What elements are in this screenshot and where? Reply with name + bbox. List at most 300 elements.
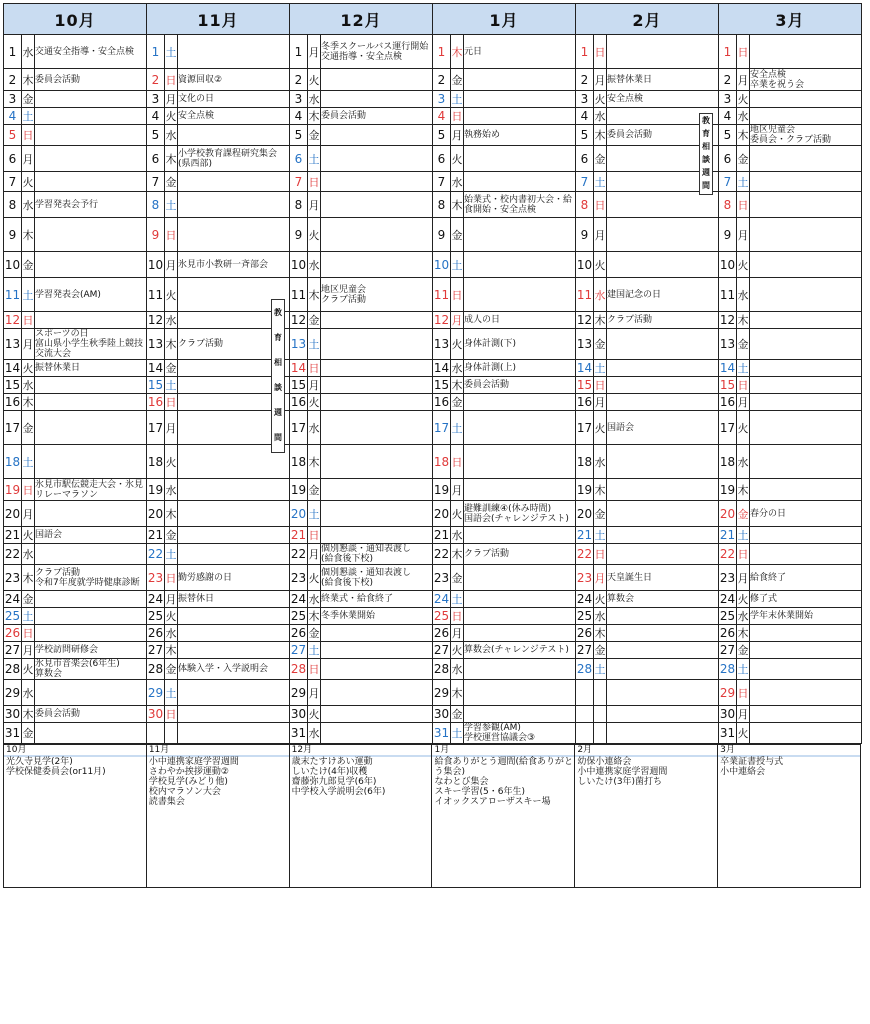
weekday-label: 火 [737, 421, 749, 435]
weekday [308, 565, 321, 591]
day-number: 7 [719, 172, 737, 192]
weekday [594, 479, 607, 501]
day-number: 1 [4, 35, 22, 69]
day-number: 15 [433, 378, 450, 392]
weekday [737, 278, 750, 312]
day-number: 10 [290, 252, 308, 278]
notes-month-title: 12月 [290, 745, 432, 757]
day-number: 21 [576, 528, 593, 542]
weekday-label: 木 [22, 708, 34, 721]
event-cell [321, 329, 433, 360]
day-number: 18 [4, 445, 22, 479]
day-number: 11 [719, 278, 737, 312]
notes-month-title: 11月 [147, 745, 289, 757]
event-cell [321, 377, 433, 394]
event-cell [607, 252, 719, 278]
weekday [22, 252, 35, 278]
day-number: 6 [147, 146, 165, 172]
weekday [737, 565, 750, 591]
weekday-label: 月 [22, 338, 34, 351]
weekday [22, 91, 35, 108]
month-notes [575, 745, 718, 888]
weekday-label: 月 [594, 571, 606, 585]
event-cell: クラブ活動 [178, 329, 290, 360]
weekday [594, 146, 607, 172]
day-number: 20 [719, 501, 737, 527]
event-cell [35, 723, 147, 744]
event-cell [321, 394, 433, 411]
weekday [451, 445, 464, 479]
weekday [308, 278, 321, 312]
day-number: 15 [4, 378, 21, 392]
weekday [308, 625, 321, 642]
weekday [308, 659, 321, 680]
weekday [22, 501, 35, 527]
day-number: 23 [290, 565, 308, 591]
weekday [165, 527, 178, 544]
weekday-label: 火 [308, 396, 320, 409]
weekday [308, 706, 321, 723]
day-number: 31 [433, 723, 451, 744]
weekday-label: 土 [594, 663, 606, 676]
weekday [165, 360, 178, 377]
weekday-label: 日 [165, 228, 177, 242]
weekday [308, 91, 321, 108]
event-cell: 冬季休業開始 [321, 608, 433, 625]
weekday [165, 377, 178, 394]
weekday [737, 35, 750, 69]
weekday [165, 108, 178, 125]
event-cell: 国語会 [35, 527, 147, 544]
weekday [737, 591, 750, 608]
day-number: 26 [576, 626, 593, 640]
weekday-label: 水 [594, 110, 606, 123]
weekday-label: 火 [165, 288, 177, 302]
day-number: 27 [719, 643, 736, 657]
event-cell [321, 706, 433, 723]
day-number: 5 [290, 125, 308, 146]
day-number: 18 [147, 445, 165, 479]
weekday [165, 69, 178, 91]
event-cell: クラブ活動 令和7年度就学時健康診断 [35, 565, 147, 591]
day-number: 30 [290, 707, 307, 721]
day-number: 9 [4, 218, 22, 252]
weekday-label: 日 [22, 314, 34, 327]
day-number: 29 [290, 680, 308, 706]
event-cell [607, 218, 719, 252]
weekday [165, 394, 178, 411]
event-cell [178, 642, 290, 659]
weekday [451, 565, 464, 591]
day-number [576, 680, 594, 706]
weekday [22, 329, 35, 360]
day-row [4, 680, 862, 706]
event-cell [750, 108, 862, 125]
weekday [594, 411, 607, 445]
event-cell [464, 278, 576, 312]
weekday [451, 591, 464, 608]
weekday-label: 水 [737, 455, 749, 469]
weekday [308, 544, 321, 565]
weekday-label: 土 [165, 198, 177, 212]
day-number [576, 706, 594, 723]
weekday [308, 642, 321, 659]
weekday [165, 329, 178, 360]
event-cell [35, 125, 147, 146]
notes-month-title: 2月 [575, 745, 717, 757]
event-cell [750, 659, 862, 680]
weekday-label: 水 [308, 593, 320, 606]
month-notes [718, 745, 861, 888]
event-cell [750, 377, 862, 394]
event-cell: 成人の日 [464, 312, 576, 329]
weekday [594, 252, 607, 278]
weekday-label: 土 [165, 379, 177, 392]
weekday [22, 565, 35, 591]
day-row [4, 706, 862, 723]
event-cell [321, 642, 433, 659]
day-number: 17 [147, 411, 165, 445]
event-cell [607, 659, 719, 680]
weekday-label: 月 [308, 379, 320, 392]
weekday-label: 金 [308, 129, 320, 142]
weekday-label: 土 [308, 152, 320, 166]
event-cell [750, 625, 862, 642]
weekday-label: 金 [594, 338, 606, 351]
weekday-label: 木 [308, 455, 320, 469]
weekday [308, 35, 321, 69]
weekday-label: 土 [594, 362, 606, 375]
weekday-label: 金 [737, 338, 749, 351]
day-row [4, 411, 862, 445]
weekday [308, 125, 321, 146]
weekday [737, 642, 750, 659]
day-number: 15 [147, 378, 164, 392]
day-number: 6 [433, 146, 451, 172]
day-number: 3 [147, 91, 165, 108]
day-number: 8 [433, 192, 451, 218]
weekday-label: 月 [451, 314, 463, 327]
day-number: 3 [719, 91, 737, 108]
weekday [451, 192, 464, 218]
weekday-label: 水 [737, 110, 749, 123]
school-year-calendar [3, 3, 861, 888]
weekday-label: 木 [165, 152, 177, 166]
weekday-label: 土 [22, 455, 34, 469]
event-cell: 春分の日 [750, 501, 862, 527]
event-cell [750, 706, 862, 723]
weekday [308, 680, 321, 706]
day-number: 21 [147, 528, 164, 542]
day-number: 28 [290, 659, 308, 680]
weekday [737, 172, 750, 192]
weekday [737, 192, 750, 218]
day-number: 27 [576, 643, 593, 657]
event-cell: 給食終了 [750, 565, 862, 591]
event-cell [321, 501, 433, 527]
weekday [594, 108, 607, 125]
weekday [594, 360, 607, 377]
weekday [737, 252, 750, 278]
day-number: 12 [147, 313, 164, 327]
weekday-label: 月 [308, 686, 320, 700]
weekday [22, 278, 35, 312]
weekday [308, 608, 321, 625]
event-cell [178, 527, 290, 544]
day-row [4, 723, 862, 744]
event-cell: 建国記念の日 [607, 278, 719, 312]
weekday-label: 月 [22, 507, 34, 521]
weekday [165, 172, 178, 192]
weekday [165, 723, 178, 744]
weekday-label: 水 [308, 93, 320, 106]
event-cell: 算数会 [607, 591, 719, 608]
weekday-label: 月 [308, 198, 320, 212]
day-number: 12 [433, 313, 450, 327]
weekday-label: 日 [308, 663, 320, 676]
month-notes [432, 745, 575, 888]
weekday-label: 月 [737, 73, 749, 87]
weekday-label: 日 [22, 483, 34, 497]
day-number: 7 [290, 172, 308, 192]
month-header: 11月 [147, 4, 290, 35]
event-cell [464, 394, 576, 411]
event-cell: 身体計測(下) [464, 329, 576, 360]
day-number: 22 [4, 544, 22, 565]
weekday-label: 日 [594, 198, 606, 212]
event-cell [607, 544, 719, 565]
weekday [165, 445, 178, 479]
day-row [4, 35, 862, 69]
day-number: 17 [576, 411, 594, 445]
weekday [594, 706, 607, 723]
day-number: 13 [719, 329, 737, 360]
day-number: 25 [290, 609, 307, 623]
weekday [308, 252, 321, 278]
day-number: 29 [719, 680, 737, 706]
day-number: 4 [576, 108, 594, 125]
weekday-label: 土 [451, 727, 463, 740]
event-cell: 体験入学・入学説明会 [178, 659, 290, 680]
weekday [594, 608, 607, 625]
weekday [737, 218, 750, 252]
weekday-label: 木 [451, 548, 463, 561]
weekday [165, 680, 178, 706]
weekday-label: 金 [165, 529, 177, 542]
day-number: 25 [4, 609, 21, 623]
weekday [22, 527, 35, 544]
weekday-label: 月 [165, 258, 177, 272]
event-cell [750, 394, 862, 411]
day-number [147, 723, 165, 744]
day-number: 17 [4, 411, 22, 445]
weekday [451, 278, 464, 312]
day-number: 10 [433, 252, 451, 278]
day-number: 10 [147, 252, 165, 278]
weekday-label: 土 [308, 644, 320, 657]
weekday [737, 608, 750, 625]
day-number: 3 [290, 91, 308, 108]
event-cell [178, 35, 290, 69]
event-cell: 委員会活動 [464, 377, 576, 394]
weekday [737, 146, 750, 172]
weekday [165, 252, 178, 278]
event-cell: 振替休業日 [35, 360, 147, 377]
day-number: 22 [290, 544, 308, 565]
weekday-label: 火 [451, 507, 463, 521]
event-cell [750, 360, 862, 377]
weekday [165, 608, 178, 625]
event-cell [750, 35, 862, 69]
weekday [308, 218, 321, 252]
day-number: 15 [290, 378, 307, 392]
day-number: 13 [290, 329, 308, 360]
day-number: 1 [576, 35, 594, 69]
weekday-label: 日 [308, 362, 320, 375]
event-cell [464, 706, 576, 723]
weekday-label: 土 [737, 529, 749, 542]
notes-body: 卒業証書授与式 小中連絡会 [720, 757, 784, 777]
event-cell [35, 146, 147, 172]
weekday [308, 312, 321, 329]
weekday-label: 金 [22, 593, 34, 606]
day-number: 9 [290, 218, 308, 252]
weekday-label: 月 [737, 228, 749, 242]
day-number: 3 [433, 91, 451, 108]
day-number: 24 [719, 592, 736, 606]
event-cell [321, 411, 433, 445]
event-cell [321, 192, 433, 218]
event-cell: 小学校教育課程研究集会 (県西部) [178, 146, 290, 172]
day-number: 6 [719, 146, 737, 172]
month-header: 3月 [719, 4, 862, 35]
weekday [165, 706, 178, 723]
weekday [594, 218, 607, 252]
event-cell [321, 445, 433, 479]
day-number: 4 [147, 108, 165, 125]
event-cell [750, 544, 862, 565]
day-number: 15 [576, 378, 593, 392]
consultation-week-label: 教 育 相 談 週 間 [271, 299, 285, 453]
weekday-label: 火 [737, 593, 749, 606]
weekday [594, 35, 607, 69]
weekday-label: 水 [451, 175, 463, 189]
event-cell [178, 625, 290, 642]
day-number: 5 [576, 125, 594, 146]
day-number: 18 [576, 445, 594, 479]
event-cell [464, 608, 576, 625]
weekday-label: 木 [451, 686, 463, 700]
event-cell [464, 69, 576, 91]
weekday-label: 日 [594, 548, 606, 561]
weekday-label: 金 [308, 483, 320, 497]
event-cell: 委員会活動 [35, 69, 147, 91]
weekday-label: 土 [308, 338, 320, 351]
weekday-label: 水 [308, 421, 320, 435]
weekday [451, 91, 464, 108]
day-number: 22 [719, 544, 737, 565]
day-number: 4 [433, 108, 451, 125]
weekday [451, 108, 464, 125]
weekday-label: 日 [594, 379, 606, 392]
weekday [165, 91, 178, 108]
event-cell: 天皇誕生日 [607, 565, 719, 591]
weekday [165, 411, 178, 445]
event-cell [464, 146, 576, 172]
weekday-label: 水 [22, 686, 34, 700]
event-cell [750, 411, 862, 445]
weekday [165, 218, 178, 252]
event-cell [750, 723, 862, 744]
day-number: 28 [576, 659, 594, 680]
event-cell [321, 527, 433, 544]
day-number: 11 [290, 278, 308, 312]
day-number: 16 [433, 395, 450, 409]
event-cell: 学習発表会(AM) [35, 278, 147, 312]
event-cell [464, 411, 576, 445]
weekday-label: 木 [22, 228, 34, 242]
day-number: 3 [576, 91, 594, 108]
weekday [594, 394, 607, 411]
weekday [22, 108, 35, 125]
day-number: 8 [147, 192, 165, 218]
weekday [451, 659, 464, 680]
event-cell [178, 218, 290, 252]
weekday-label: 水 [22, 379, 34, 392]
weekday [451, 527, 464, 544]
weekday [594, 591, 607, 608]
day-number: 14 [433, 361, 450, 375]
day-number: 6 [4, 146, 22, 172]
event-cell: 学年末休業開始 [750, 608, 862, 625]
day-row [4, 501, 862, 527]
weekday [594, 278, 607, 312]
weekday [165, 501, 178, 527]
weekday [22, 591, 35, 608]
weekday [308, 329, 321, 360]
day-row [4, 146, 862, 172]
day-number: 16 [290, 395, 307, 409]
event-cell: クラブ活動 [464, 544, 576, 565]
notes-month-title: 10月 [4, 745, 146, 757]
weekday-label: 日 [165, 396, 177, 409]
weekday-label: 土 [308, 507, 320, 521]
day-row [4, 172, 862, 192]
notes-body: 光久寺見学(2年) 学校保健委員会(or11月) [6, 757, 106, 777]
day-row [4, 218, 862, 252]
weekday [165, 278, 178, 312]
event-cell [178, 501, 290, 527]
weekday-label: 火 [594, 93, 606, 106]
day-row [4, 479, 862, 501]
day-number: 21 [290, 528, 307, 542]
day-number: 2 [433, 69, 451, 91]
event-cell: 委員会活動 [35, 706, 147, 723]
weekday-label: 金 [165, 362, 177, 375]
event-cell [35, 591, 147, 608]
event-cell [750, 445, 862, 479]
event-cell: 委員会活動 [321, 108, 433, 125]
day-number: 29 [4, 680, 22, 706]
day-number: 27 [290, 643, 307, 657]
weekday [451, 172, 464, 192]
event-cell: 交通安全指導・安全点検 [35, 35, 147, 69]
weekday-label: 木 [737, 129, 749, 142]
weekday [594, 125, 607, 146]
weekday [22, 642, 35, 659]
day-number: 24 [290, 592, 307, 606]
weekday [22, 479, 35, 501]
